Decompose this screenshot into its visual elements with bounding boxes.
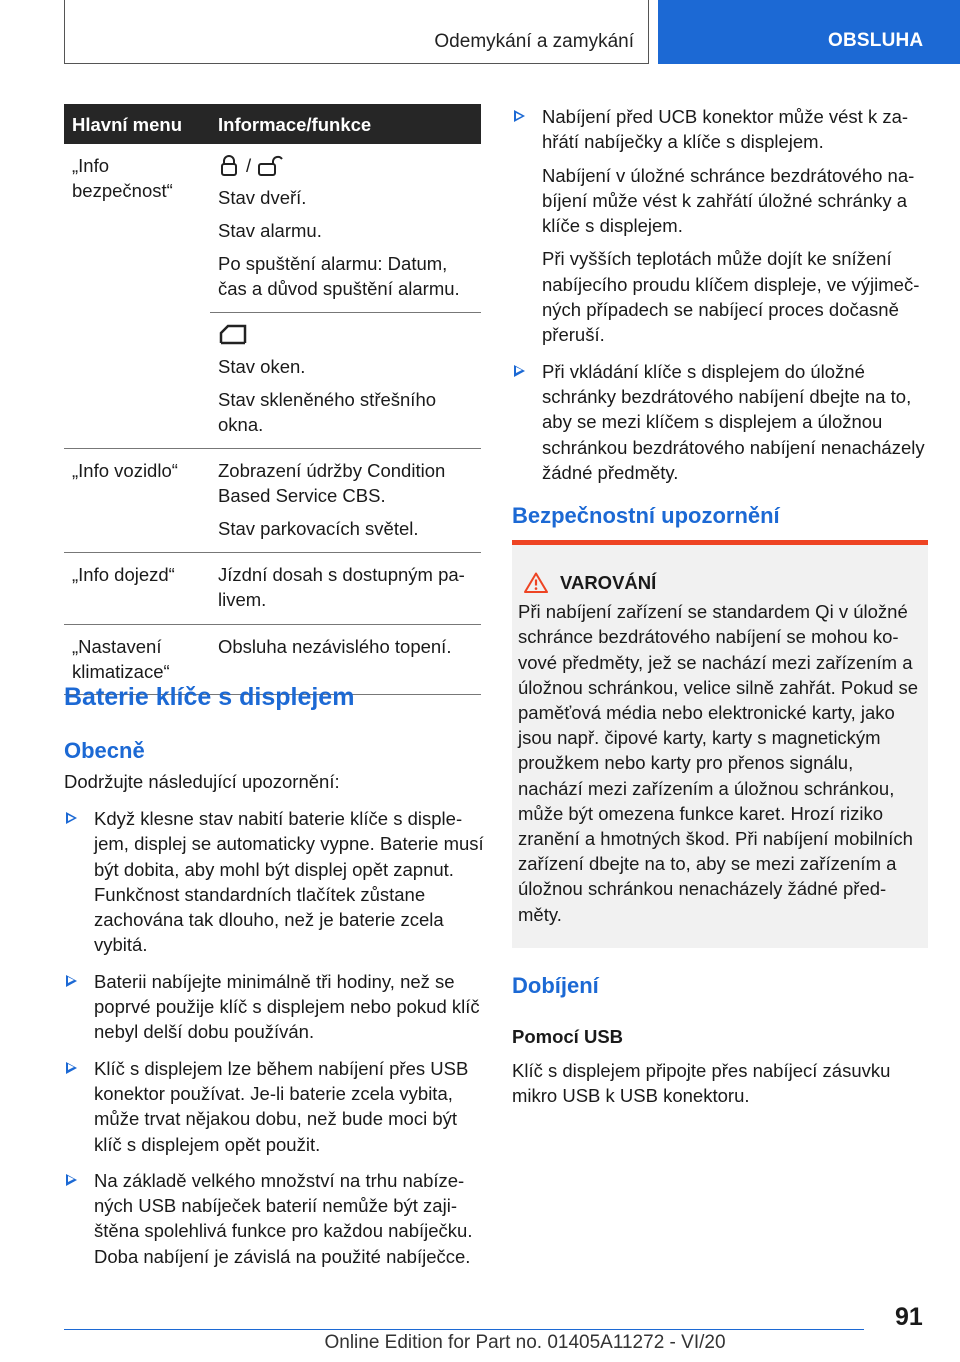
chapter-title: Odemykání a zamykání bbox=[434, 31, 634, 52]
section-tab-label: OBSLUHA bbox=[828, 30, 924, 51]
bullet-triangle-icon bbox=[66, 975, 77, 987]
usb-charging-text: Klíč s displejem připojte přes nabíjecí zásuvku mikro USB k USB konektoru. bbox=[512, 1060, 891, 1107]
list-item: Klíč s displejem lze během nabíjení přes USB konektor používat. Je-li baterie zcela vybita, může trvat nějakou dobu, než bude moci být klíč s displejem opět použit. bbox=[64, 1056, 484, 1157]
door-open-icon bbox=[257, 154, 283, 176]
climate-info: Obsluha nezávislého topení. bbox=[218, 636, 452, 657]
bullet-triangle-icon bbox=[66, 1174, 77, 1186]
list-item: Když klesne stav nabití baterie klíče s displejem, displej se automaticky vypne. Baterie musí být dobita, aby mohl být displej opět zapnut. Funkčnost standardních tlačítek zůstane zachována tak dlouho, než je baterie zcela vybitá. bbox=[64, 806, 484, 958]
page-number: 91 bbox=[895, 1303, 923, 1331]
bullet-triangle-icon bbox=[66, 812, 77, 824]
list-item: Na základě velkého množství na trhu nabízených USB nabíječek baterií nemůže být zajištěna spolehlivá funkce pro každou nabíječku. Doba nabíjení je závislá na použité nabíječce. bbox=[64, 1168, 484, 1269]
table-header bbox=[64, 104, 481, 144]
range-info: Jízdní dosah s dostupným palivem. bbox=[218, 564, 465, 610]
table-row bbox=[64, 144, 481, 449]
intro-text: Dodržujte následující upozornění: bbox=[64, 771, 340, 792]
section-tab bbox=[658, 0, 960, 64]
table-row bbox=[64, 449, 481, 553]
sunroof-status: Stav skleněného střešního okna. bbox=[218, 389, 437, 435]
warning-triangle-icon bbox=[524, 572, 548, 593]
heading-charging: Dobíjení bbox=[512, 973, 599, 998]
header-chapter-box bbox=[64, 0, 649, 64]
doors-separator: / bbox=[246, 154, 252, 176]
heading-general: Obecně bbox=[64, 738, 145, 763]
bullet-triangle-icon bbox=[66, 1062, 77, 1074]
section-title-battery: Baterie klíče s displejem bbox=[64, 683, 355, 711]
door-status: Stav dveří. bbox=[218, 187, 307, 208]
list-item: Baterii nabíjejte minimálně tři hodiny, než se poprvé použije klíč s displejem nebo pokud klíč nebyl delší dobu používán. bbox=[64, 969, 484, 1045]
row-label-info-vehicle: „Info vozidlo“ bbox=[72, 460, 178, 481]
doors-cell bbox=[210, 144, 481, 312]
cbs-info: Zobrazení údržby Condition Based Service CBS. bbox=[218, 460, 446, 506]
parking-lights-info: Stav parkovacích světel. bbox=[218, 518, 419, 539]
row-label-climate: „Nastavení klimatizace“ bbox=[72, 636, 170, 682]
heading-safety: Bezpečnostní upozornění bbox=[512, 503, 780, 528]
row-label-info-security: „Info bezpečnost“ bbox=[72, 155, 173, 201]
footer-divider bbox=[64, 1329, 864, 1330]
warning-box bbox=[512, 540, 928, 948]
row-label-info-range: „Info dojezd“ bbox=[72, 564, 175, 585]
battery-bullet-list bbox=[64, 806, 484, 1280]
alarm-status: Stav alarmu. bbox=[218, 220, 322, 241]
windows-cell bbox=[210, 312, 481, 448]
alarm-trigger-info: Po spuštění alarmu: Datum, čas a důvod spuštění alarmu. bbox=[218, 253, 460, 299]
list-item: Při vkládání klíče s displejem do úložné schránky bezdrátového nabíjení dbejte na to, aby se mezi klíčem s displejem a úložnou schránkou bezdrátového nabíjení nenacházely žádné předměty. bbox=[512, 359, 932, 485]
window-icon bbox=[218, 323, 248, 345]
list-item: Nabíjení před UCB konektor může vést k zahřátí nabíječky a klíče s displejem. Nabíjení v úložné schránce bezdrátového nabíjení může vést k zahřátí úložné schránky a klíče s displejem. Při vyšších teplotách může dojít ke snížení nabíjecího proudu klíčem displeje, ve výjimečných případech se nabíjecí proces dočasně přeruší. bbox=[512, 104, 932, 348]
footer-edition: Online Edition for Part no. 01405A11272 - VI/20 bbox=[324, 1332, 726, 1353]
bullet-triangle-icon bbox=[514, 365, 525, 377]
bullet-triangle-icon bbox=[514, 110, 525, 122]
subheading-usb: Pomocí USB bbox=[512, 1026, 624, 1047]
warning-title: VAROVÁNÍ bbox=[560, 572, 657, 593]
menu-table bbox=[64, 104, 481, 695]
table-header-info: Informace/funkce bbox=[218, 113, 372, 135]
warning-text: Při nabíjení zařízení se standardem Qi v úložné schránce bezdrátového nabíjení se mohou kovové předměty, jež se nachází mezi zařízením a úložnou schránkou, velice silně zahřát. Pokud se paměťová média nebo elektronické karty, jako jsou např. čipové karty, karty s magnetickým proužkem nebo karty pro přenos signálu, nachází mezi zařízením a úložnou schránkou, může být omezena funkce karet. Hrozí riziko zranění a hmotných škod. Při nabíjení mobilních zařízení dbejte na to, aby se mezi zařízením a úložnou schránkou nenacházely žádné předměty. bbox=[518, 601, 919, 925]
door-locked-icon bbox=[218, 154, 240, 176]
table-header-menu: Hlavní menu bbox=[72, 113, 182, 135]
window-status: Stav oken. bbox=[218, 356, 306, 377]
charging-bullet-list bbox=[512, 104, 932, 496]
table-row bbox=[64, 553, 481, 625]
